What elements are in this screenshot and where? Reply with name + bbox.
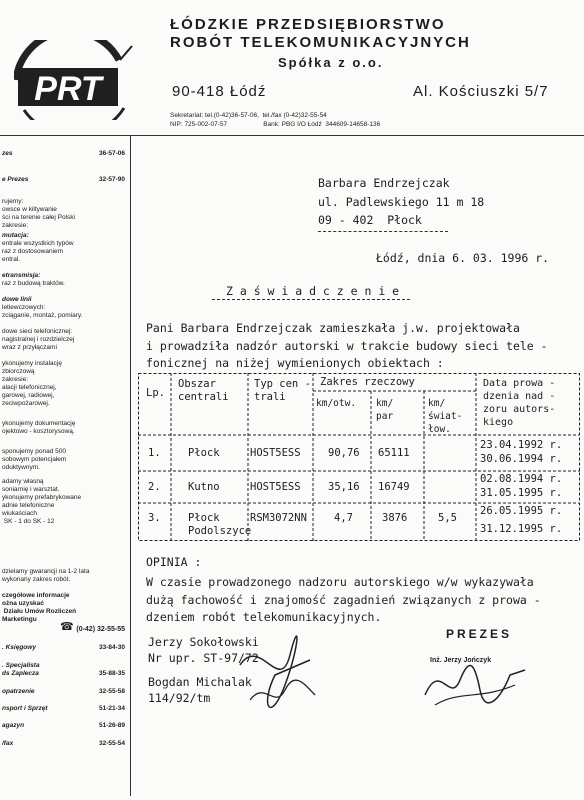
header-lp: Lp. — [146, 387, 165, 399]
sidebar-item-phone: 32-57-90 — [98, 176, 125, 183]
sidebar-item: rujemy: owsce w kiltywanie ści na terenie całej Polski zakresie: — [2, 198, 75, 229]
sidebar-item — [2, 176, 127, 184]
sidebar-item-phone: 51-26-89 — [98, 722, 125, 729]
table-row-typ: HOST5ESS — [250, 447, 301, 459]
sidebar-item: czegółowe informacje ożna uzyskać Działu Umów Rozliczeń Marketingu — [2, 592, 77, 623]
sidebar-item — [2, 644, 127, 652]
sidebar-item-phone: 32-55-58 — [98, 688, 125, 695]
sidebar-item-phone: 51-21-34 — [98, 705, 125, 712]
table-row-date-start: 02.08.1994 r. — [480, 473, 563, 485]
sidebar-item-title: mutacja: — [2, 232, 29, 239]
opinion-line-1: W czasie prowadzonego nadzoru autorskiego w/w wykazywała — [146, 575, 534, 589]
handwritten-signature-2 — [420, 650, 530, 710]
body-line-3: fonicznej na niżej wymienionych obiektach : — [146, 356, 444, 370]
contact-line-2: NIP: 725-002-07-57 Bank: PBG I/O Łódź 344609-14658-136 — [170, 121, 381, 128]
contact-info — [170, 111, 380, 129]
table-row-obszar: Płock — [188, 447, 220, 459]
table-row-date-end: 30.06.1994 r. — [480, 453, 563, 465]
sidebar-item-text: raz z budową traktów. — [2, 280, 65, 287]
sidebar-item-phone: 33-84-30 — [98, 644, 125, 651]
sidebar-item-title: dowe linii — [2, 296, 32, 303]
signer1-name: Jerzy Sokołowski — [148, 635, 259, 649]
sidebar-item: sponujemy ponad 500 sobowym potencjałem oduktywnym. — [2, 448, 67, 471]
sidebar-item: ykonujemy dokumentację ojektowo - kosztorysową. — [2, 420, 76, 435]
company-logo — [14, 40, 134, 120]
sidebar-item — [2, 722, 127, 730]
header-km-swiat: km/ świat- łow. — [428, 398, 463, 435]
handwritten-signature-1 — [230, 625, 320, 715]
title-underline — [212, 299, 410, 300]
table-row-lp: 1. — [148, 447, 161, 459]
sidebar-item-text: entrale wszystkich typów raz z dostosowaniem entral. — [2, 240, 74, 263]
table-row-km-swiat: 5,5 — [438, 512, 457, 524]
sidebar-item — [2, 688, 127, 696]
sidebar-item-title: /fax — [2, 740, 14, 747]
opinion-label: OPINIA : — [146, 555, 202, 569]
table-row-obszar: Płock Podolszyce — [188, 512, 252, 537]
body-line-1: Pani Barbara Endrzejczak zamieszkała j.w. projektowała — [146, 321, 520, 335]
sidebar-item: dzielamy gwarancji na 1-2 lata wykonany zakres robót. — [2, 568, 90, 583]
sidebar-item-title: . Księgowy — [2, 644, 36, 651]
contact-line-1: Sekretariat: tel.(0-42)36-57-06, tel./fax (0-42)32-55-54 — [170, 112, 327, 119]
sidebar-item-title: etransmisja: — [2, 272, 41, 279]
logo-text: PRT — [34, 70, 102, 108]
address-city: 90-418 Łódź — [172, 83, 267, 100]
table-row-km-par: 16749 — [378, 481, 410, 493]
sidebar-item: adamy własną soniarnię i warsztat. ykonujemy prefabrykowane adnie telefoniczne wiukaściach SK - 1 do SK - 12 — [2, 478, 82, 525]
sidebar-item: ykonujemy instalację zbiorczową zakresie: alacji telefonicznej, garowej, radiowej, zeciwpożarowej. — [2, 360, 62, 407]
header-obszar: Obszar centrali — [178, 378, 229, 403]
objects-table — [138, 373, 580, 541]
header-data: Data prowa - dzenia nad - zoru autors- kiego — [483, 378, 556, 428]
table-row-obszar: Kutno — [188, 481, 220, 493]
phone-icon: ☎ — [60, 621, 74, 633]
stamp-title: PREZES — [446, 627, 513, 641]
signer1-registration: Nr upr. ST-97/72 — [148, 651, 259, 665]
recipient-name: Barbara Endrzejczak — [318, 176, 450, 190]
company-name-line1: ŁÓDZKIE PRZEDSIĘBIORSTWO — [170, 16, 446, 33]
table-row-typ: RSM3072NN — [250, 512, 307, 524]
signer2-registration: 114/92/tm — [148, 691, 211, 705]
table-row-date-start: 23.04.1992 r. — [480, 439, 563, 451]
sidebar-item — [2, 272, 127, 288]
sidebar-item-phone: 35-88-35 — [98, 670, 125, 677]
company-legal-form: Spółka z o.o. — [278, 55, 384, 70]
address-street: Al. Kościuszki 5/7 — [413, 83, 549, 100]
sidebar-item-title: agazyn — [2, 722, 25, 729]
document-title: Z a ś w i a d c z e n i e — [226, 284, 400, 298]
opinion-line-3: dzeniem robót telekomunikacyjnych. — [146, 610, 382, 624]
sidebar-item-title: e Prezes — [2, 176, 29, 183]
sidebar-item-phone: (0-42) 32-55-55 — [76, 626, 125, 633]
sidebar-item — [2, 740, 127, 748]
recipient-street: ul. Padlewskiego 11 m 18 — [318, 195, 485, 209]
sidebar-item-phone: 36-57-06 — [98, 150, 125, 157]
sidebar-item-title: zes — [2, 150, 13, 157]
table-row-lp: 3. — [148, 512, 161, 524]
date-line: Łódź, dnia 6. 03. 1996 r. — [376, 251, 550, 265]
recipient-city: 09 - 402 Płock — [318, 213, 422, 227]
sidebar-item-title: . Specjalista ds Zaplecza — [2, 662, 40, 677]
sidebar-item — [2, 296, 127, 320]
sidebar-item — [2, 705, 127, 713]
sidebar-item-phone: 32-55-54 — [98, 740, 125, 747]
header-zakres: Zakres rzeczowy — [320, 376, 415, 388]
sidebar-item-title: opatrzenie — [2, 688, 35, 695]
sidebar-item-text: letlewczowych: zciąganie, montaż, pomiary. — [2, 304, 83, 319]
table-row-date-end: 31.05.1995 r. — [480, 487, 563, 499]
signer2-name: Bogdan Michalak — [148, 675, 252, 689]
table-row-km-par: 65111 — [378, 447, 410, 459]
header-km-par: km/ par — [376, 398, 394, 422]
table-row-km-otw: 4,7 — [334, 512, 353, 524]
stamp-name: Inż. Jerzy Jończyk — [430, 657, 492, 664]
header-typ: Typ cen - trali — [254, 378, 311, 403]
recipient-underline — [318, 231, 448, 232]
header-km-otw: km/otw. — [316, 398, 357, 409]
sidebar-item — [2, 662, 127, 678]
sidebar-item: dowe sieci telefonicznej: nagistralnej i rozdzielczej wraz z przyłączami — [2, 328, 75, 351]
table-row-date-start: 26.05.1995 r. — [480, 505, 563, 517]
body-line-2: i prowadziła nadzór autorski w trakcie budowy sieci tele - — [146, 339, 548, 353]
sidebar-item-title: nsport i Sprzęt — [2, 705, 48, 712]
table-row-date-end: 31.12.1995 r. — [480, 523, 563, 535]
table-row-lp: 2. — [148, 481, 161, 493]
table-row-km-otw: 90,76 — [328, 447, 360, 459]
table-row-km-par: 3876 — [382, 512, 408, 524]
header-divider — [0, 135, 584, 136]
table-row-km-otw: 35,16 — [328, 481, 360, 493]
table-row-typ: HOST5ESS — [250, 481, 301, 493]
sidebar-divider — [130, 136, 131, 796]
opinion-line-2: dużą fachowość i znajomość zagadnień związanych z prowa - — [146, 593, 541, 607]
sidebar-item — [2, 232, 127, 264]
sidebar-item — [2, 150, 127, 158]
company-name-line2: ROBÓT TELEKOMUNIKACYJNYCH — [170, 34, 471, 51]
